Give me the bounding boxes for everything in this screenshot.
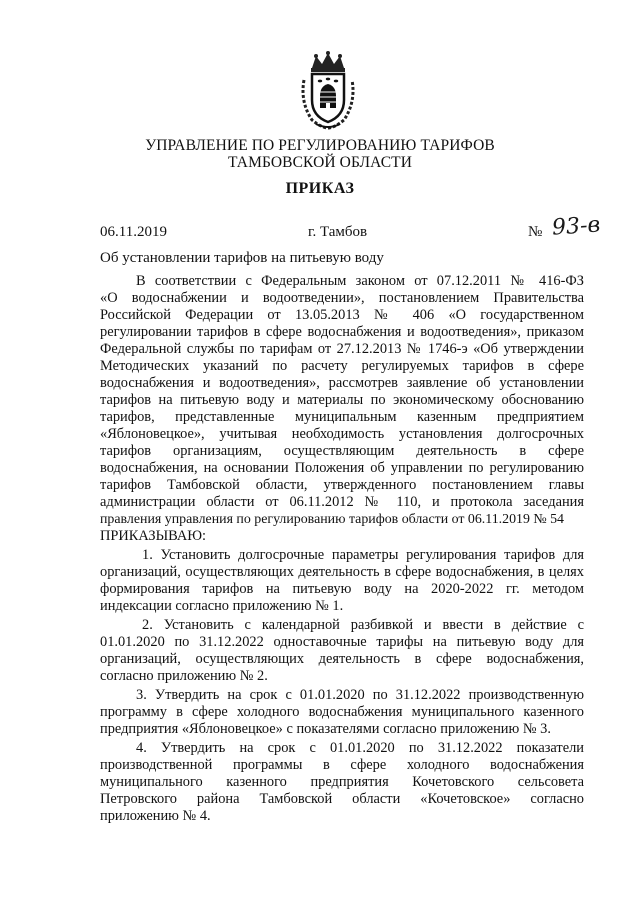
clause-2-line: 01.01.2020 по 31.12.2022 одноставочные тарифы на питьевую воду для bbox=[100, 634, 584, 650]
clause-4-line: муниципального казенного предприятия Кочетовского сельсовета bbox=[100, 774, 584, 790]
document-number-handwritten: 93-в bbox=[551, 212, 602, 241]
clause-3-line: 3. Утвердить на срок с 01.01.2020 по 31.12.2022 производственную bbox=[136, 687, 584, 703]
clause-1-line: организаций, осуществляющих деятельность в сфере водоснабжения, в целях bbox=[100, 564, 584, 580]
clause-1-line: индексации согласно приложению № 1. bbox=[100, 598, 344, 614]
document-type-title: ПРИКАЗ bbox=[285, 180, 355, 197]
clause-2-line: согласно приложению № 2. bbox=[100, 668, 268, 684]
body-line: Федеральной службы по тарифам от 27.12.2013 № 1746-э «Об утверждении bbox=[100, 341, 584, 357]
clause-4-line: приложению № 4. bbox=[100, 808, 211, 824]
clause-2-line: 2. Установить с календарной разбивкой и ввести в действие с bbox=[142, 617, 584, 633]
organization-name-line1: УПРАВЛЕНИЕ ПО РЕГУЛИРОВАНИЮ ТАРИФОВ bbox=[145, 137, 495, 154]
body-line: Методических указаний по расчету регулируемых тарифов в сфере bbox=[100, 358, 584, 374]
clause-3-line: программу в сфере холодного водоснабжения муниципального казенного bbox=[100, 704, 584, 720]
clause-4-line: производственной программы в сфере холодного водоснабжения bbox=[100, 757, 584, 773]
body-line: водоснабжения, на основании Положения об управлении по регулированию bbox=[100, 460, 584, 476]
body-line: администрации области от 06.11.2012 № 110, и протокола заседания bbox=[100, 494, 584, 510]
body-line: тарифов, представленные муниципальным казенным предприятием bbox=[100, 409, 584, 425]
body-line: тарифов Тамбовской области, утвержденного постановлением главы bbox=[100, 477, 584, 493]
body-line: «Яблоновецкое», учитывая необходимость установления долгосрочных bbox=[100, 426, 584, 442]
clause-3-line: предприятия «Яблоновецкое» с показателями согласно приложению № 3. bbox=[100, 721, 551, 737]
document-number-label: № bbox=[528, 224, 543, 240]
body-line: водоснабжения и водоотведения», рассмотрев заявление об установлении bbox=[100, 375, 584, 391]
body-line: «О водоснабжении и водоотведении», постановлением Правительства bbox=[100, 290, 584, 306]
order-keyword: ПРИКАЗЫВАЮ: bbox=[100, 528, 207, 544]
body-line: Российской Федерации от 13.05.2013 № 406 «О государственном bbox=[100, 307, 584, 323]
body-line: регулировании тарифов в сфере водоснабжения и водоотведения», приказом bbox=[100, 324, 584, 340]
clause-1-line: 1. Установить долгосрочные параметры регулирования тарифов для bbox=[142, 547, 584, 563]
document-city: г. Тамбов bbox=[308, 224, 368, 240]
clause-2-line: организаций, осуществляющих деятельность в сфере водоснабжения, bbox=[100, 651, 584, 667]
document-date: 06.11.2019 bbox=[100, 224, 167, 240]
organization-name-line2: ТАМБОВСКОЙ ОБЛАСТИ bbox=[228, 154, 412, 171]
body-line: правления управления по регулированию тарифов области от 06.11.2019 № 54 bbox=[100, 512, 564, 527]
document-subject: Об установлении тарифов на питьевую воду bbox=[100, 250, 384, 266]
clause-1-line: формирования тарифов на питьевую воду на 2020-2022 гг. методом bbox=[100, 581, 584, 597]
coat-of-arms-emblem bbox=[298, 50, 358, 130]
clause-4-line: 4. Утвердить на срок с 01.01.2020 по 31.12.2022 показатели bbox=[136, 740, 584, 756]
body-line: В соответствии с Федеральным законом от 07.12.2011 № 416-ФЗ bbox=[136, 273, 584, 289]
body-line: тарифов организациям, осуществляющим деятельность в сфере bbox=[100, 443, 584, 459]
clause-4-line: Петровского района Тамбовской области «Кочетовское» согласно bbox=[100, 791, 584, 807]
body-line: тарифов на питьевую воду и материалы по экономическому обоснованию bbox=[100, 392, 584, 408]
